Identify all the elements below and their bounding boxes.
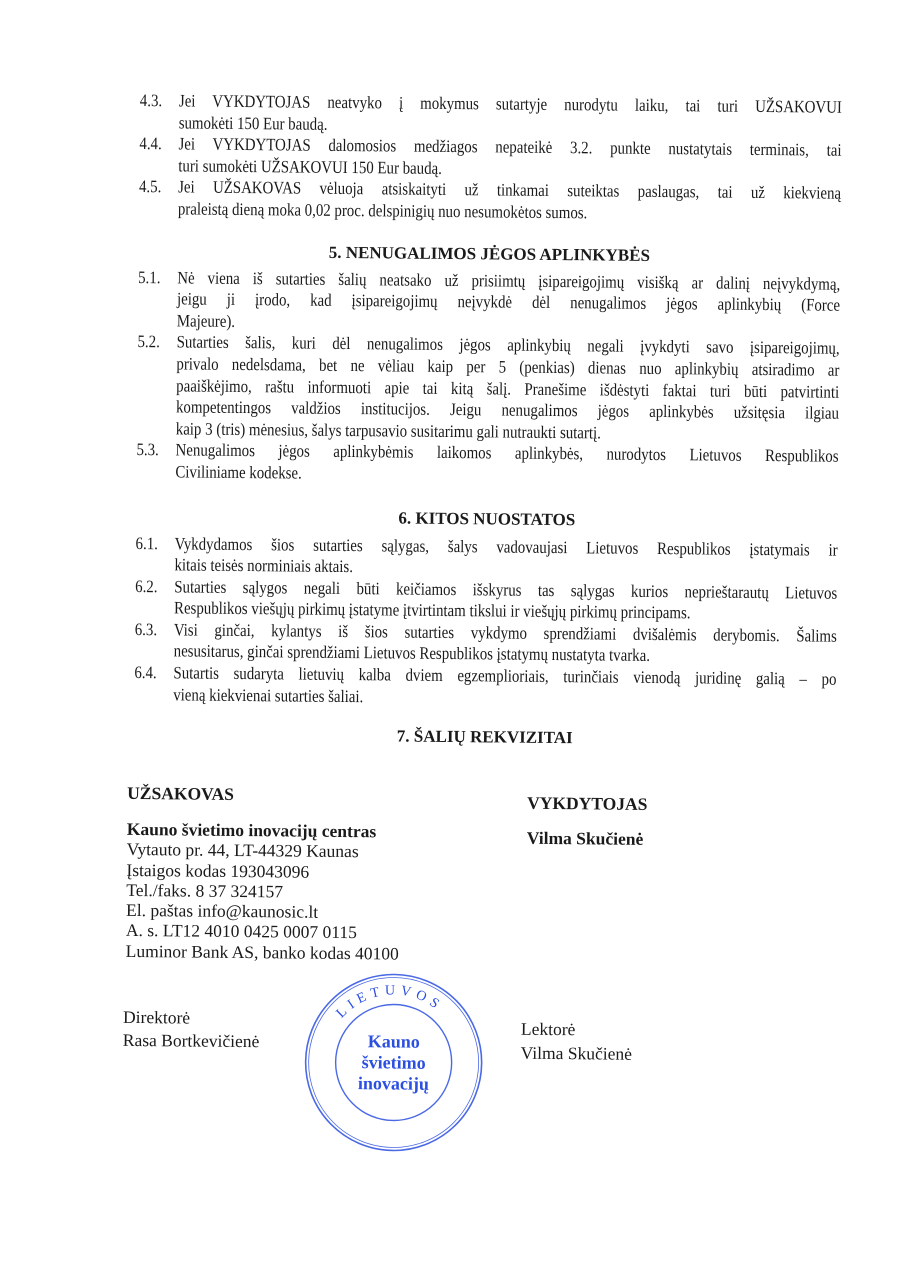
- clause-line: Nė viena iš sutarties šalių neatsako už prisiimtų įsipareigojimų visišką ar dalinį neįvykdymą,: [177, 266, 841, 294]
- customer-detail: Įstaigos kodas 193043096: [126, 859, 310, 882]
- clause-line: praleistą dieną moka 0,02 proc. delspinigių nuo nesumokėtos sumos.: [177, 198, 588, 223]
- clause-number: 4.5.: [138, 176, 162, 197]
- stamp-graphic: [298, 967, 490, 1159]
- clause-6-3: [134, 619, 836, 669]
- stamp-line: švietimo: [361, 1052, 426, 1073]
- clause-line: Majeure).: [176, 310, 236, 331]
- customer-detail: Tel./faks. 8 37 324157: [126, 879, 284, 902]
- contractor-position: Lektorė: [520, 1018, 576, 1040]
- contractor-role: VYKDYTOJAS: [527, 792, 648, 814]
- clause-line: Visi ginčai, kylantys iš šios sutarties vykdymo sprendžiami dvišalėmis derybomis. Šalims: [173, 619, 837, 646]
- clause-4-4: [139, 133, 841, 183]
- clause-line: vieną kiekvienai sutarties šaliai.: [173, 684, 364, 706]
- clause-line: jeigu ji įrodo, kad įsipareigojimų neįvykdė dėl nenugalimos jėgos aplinkybių (Force: [176, 288, 841, 315]
- clause-number: 6.1.: [135, 532, 159, 553]
- clause-number: 5.2.: [137, 331, 160, 352]
- customer-position: Direktorė: [122, 1006, 191, 1028]
- clause-line: paaiškėjimo, raštu informuoti apie tai kitą šalį. Pranešime išdėstyti faktai turi būti patvirtinti: [176, 374, 840, 402]
- section-heading-7: 7. ŠALIŲ REKVIZITAI: [396, 726, 573, 748]
- stamp-line: Kauno: [367, 1031, 420, 1052]
- clause-line: Nenugalimos jėgos aplinkybėmis laikomos aplinkybės, nurodytos Lietuvos Respublikos: [175, 439, 839, 467]
- clause-line: sumokėti 150 Eur baudą.: [178, 111, 328, 134]
- clause-line: Sutartis sudaryta lietuvių kalba dviem egzemplioriais, turinčiais vienodą juridinę galią – po: [173, 662, 837, 689]
- stamp-ring-text: LIETUVOS: [333, 983, 446, 1022]
- clause-line: privalo nedelsdama, bet ne vėliau kaip per 5 (penkias) dienas nuo aplinkybių atsiradimo ar: [176, 353, 840, 380]
- customer-detail: El. paštas info@kaunosic.lt: [125, 900, 319, 922]
- clause-5-1: [138, 267, 841, 339]
- clause-line: Vykdydamos šios sutarties sąlygas, šalys vadovaujasi Lietuvos Respublikos įstatymais ir: [174, 532, 838, 560]
- clause-line: Jei VYKDYTOJAS neatvyko į mokymus sutartyje nurodytu laiku, tai turi UŽSAKOVUI: [178, 90, 843, 117]
- customer-detail: Luminor Bank AS, banko kodas 40100: [125, 940, 399, 964]
- clause-line: kitais teisės norminiais aktais.: [174, 554, 354, 577]
- contract-body: [134, 90, 842, 751]
- section-heading-5: 5. NENUGALIMOS JĖGOS APLINKYBĖS: [328, 242, 651, 265]
- stamp-line: inovacijų: [357, 1073, 430, 1094]
- customer-role: UŽSAKOVAS: [127, 782, 234, 804]
- clause-number: 5.3.: [136, 439, 159, 460]
- clause-number: 6.4.: [134, 662, 157, 683]
- customer-name: Kauno švietimo inovacijų centras: [126, 818, 377, 842]
- clause-6-1: [135, 532, 837, 582]
- section-heading-6: 6. KITOS NUOSTATOS: [398, 508, 576, 529]
- clause-number: 5.1.: [138, 266, 161, 287]
- clause-6-4: [134, 662, 836, 712]
- contractor-name: Vilma Skučienė: [526, 827, 644, 849]
- clause-line: nesusitarus, ginčai sprendžiami Lietuvos Respublikos įstatymų nustatyta tvarka.: [173, 640, 651, 666]
- clause-4-3: [140, 90, 842, 140]
- clause-4-5: [139, 176, 841, 226]
- clause-line: Sutarties sąlygos negali būti keičiamos išskyrus tas sąlygas kurios neprieštarautų Lietuvos: [174, 576, 838, 603]
- section-4: [139, 90, 842, 226]
- clause-5-3: [136, 439, 838, 489]
- clause-line: Respublikos viešųjų pirkimų įstatyme įtvirtintam tikslui ir viešųjų pirkimų principams.: [173, 597, 691, 623]
- clause-5-2: [137, 331, 840, 446]
- clause-6-2: [135, 576, 837, 626]
- clause-number: 4.4.: [139, 133, 162, 154]
- clause-line: Jei UŽSAKOVAS vėluoja atsiskaityti už tinkamai suteiktas paslaugas, tai už kiekvieną: [178, 176, 842, 204]
- customer-block: [126, 819, 401, 964]
- customer-detail: Vytauto pr. 44, LT-44329 Kaunas: [126, 839, 359, 862]
- clause-line: kompetentingos valdžios institucijos. Jeigu nenugalimos jėgos aplinkybės užsitęsia ilgiau: [175, 396, 840, 423]
- customer-signatory: Rasa Bortkevičienė: [122, 1029, 260, 1052]
- clause-number: 4.3.: [139, 90, 163, 111]
- clause-number: 6.3.: [134, 618, 158, 640]
- clause-line: Sutarties šalis, kuri dėl nenugalimos jėgos aplinkybių negali įvykdyti savo įsipareigojimų,: [176, 331, 840, 359]
- contractor-signatory: Vilma Skučienė: [520, 1042, 633, 1064]
- official-stamp: [298, 967, 490, 1159]
- clause-line: Civiliniame kodekse.: [175, 461, 302, 483]
- clause-line: Jei VYKDYTOJAS dalomosios medžiagos nepateikė 3.2. punkte nustatytais terminais, tai: [178, 133, 842, 160]
- customer-signature: [123, 1006, 260, 1053]
- contractor-signature: [521, 1017, 633, 1066]
- clause-line: kaip 3 (tris) mėnesius, šalys tarpusavio susitarimu gali nutraukti sutartį.: [175, 418, 602, 443]
- clause-number: 6.2.: [135, 575, 158, 596]
- customer-detail: A. s. LT12 4010 0425 0007 0115: [125, 920, 358, 943]
- clause-line: turi sumokėti UŽSAKOVUI 150 Eur baudą.: [178, 155, 443, 178]
